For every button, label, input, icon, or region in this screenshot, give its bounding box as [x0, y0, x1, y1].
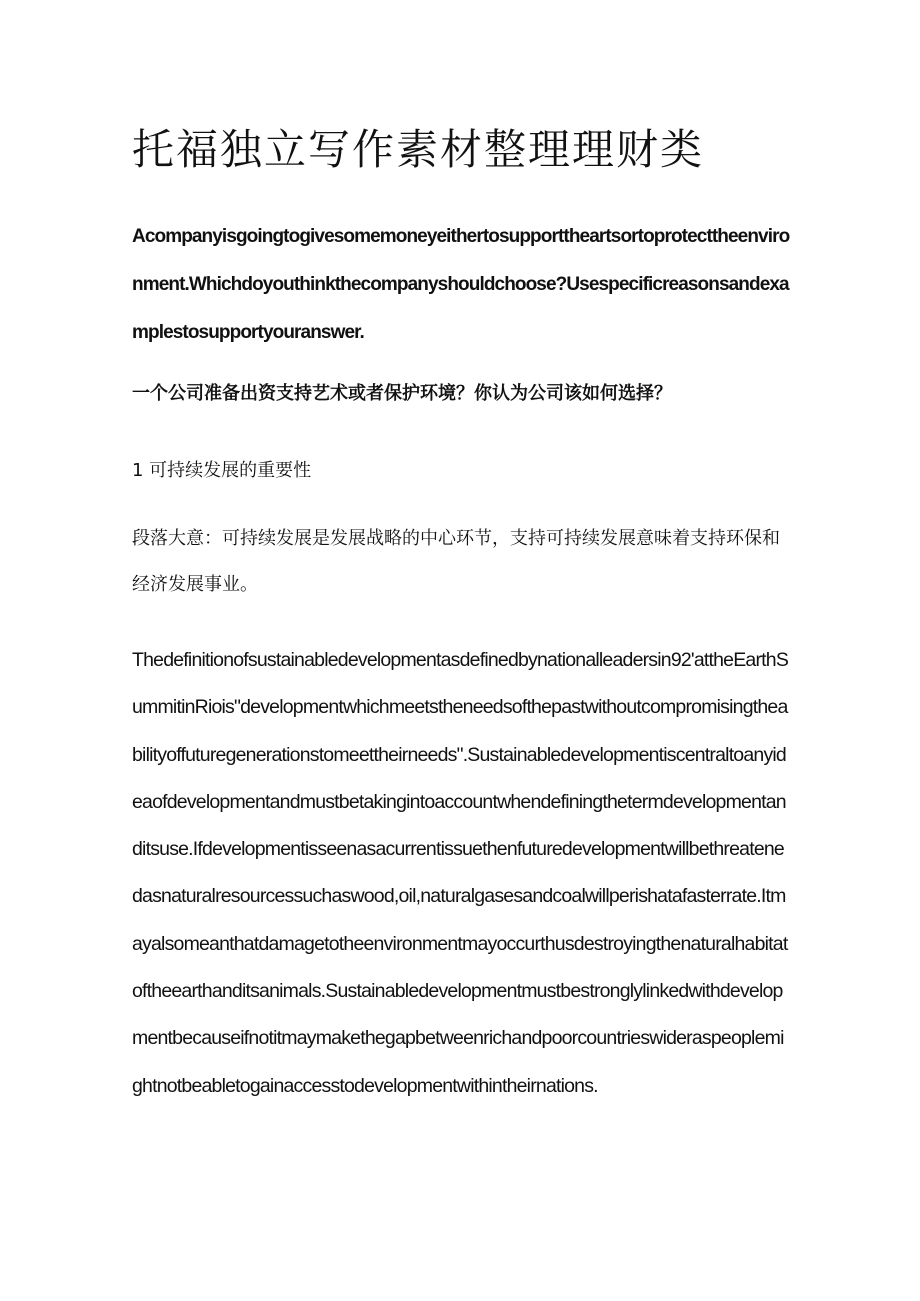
document-title: 托福独立写作素材整理理财类: [132, 125, 705, 174]
section-heading: 1 可持续发展的重要性: [132, 460, 312, 481]
essay-prompt-chinese: 一个公司准备出资支持艺术或者保护环境？你认为公司该如何选择？: [132, 383, 672, 404]
essay-prompt-english: Acompanyisgoingtogivesomemoneyeithertosupporttheartsortoprotecttheenvironment.Whichdoyouthinkthecompanyshouldchoose?Usespecificreasonsandexamplestosupportyouranswer.: [132, 226, 790, 343]
paragraph-summary: 段落大意：可持续发展是发展战略的中心环节，支持可持续发展意味着支持环保和经济发展事业。: [132, 528, 780, 595]
body-paragraph: Thedefinitionofsustainabledevelopmentasdefinedbynationalleadersin92'attheEarthSummitinRiois"developmentwhichmeetstheneedsofthepastwithoutcompromisingtheabilityoffuturegenerationstomeettheirneeds".Sustainabledevelopmentiscentraltoanyideaofdevelopmentandmustbetakingintoaccountwhendefiningthetermdevelopmentanditsuse.Ifdevelopmentisseenasacurrentissuethenfuturedevelopmentwillbethreatenedasnaturalresourcessuchaswood,oil,naturalgasesandcoalwillperishatafasterrate.Itmayalsomeanthatdamagetotheenvironmentmayoccurthusdestroyingthenaturalhabitatoftheearthanditsanimals.Sustainabledevelopmentmustbestronglylinkedwithdevelopmentbecauseifnotitmaymakethegapbetweenrichandpoorcountrieswideraspeoplemightnotbeabletogainaccesstodevelopmentwithintheirnations.: [132, 649, 789, 1097]
